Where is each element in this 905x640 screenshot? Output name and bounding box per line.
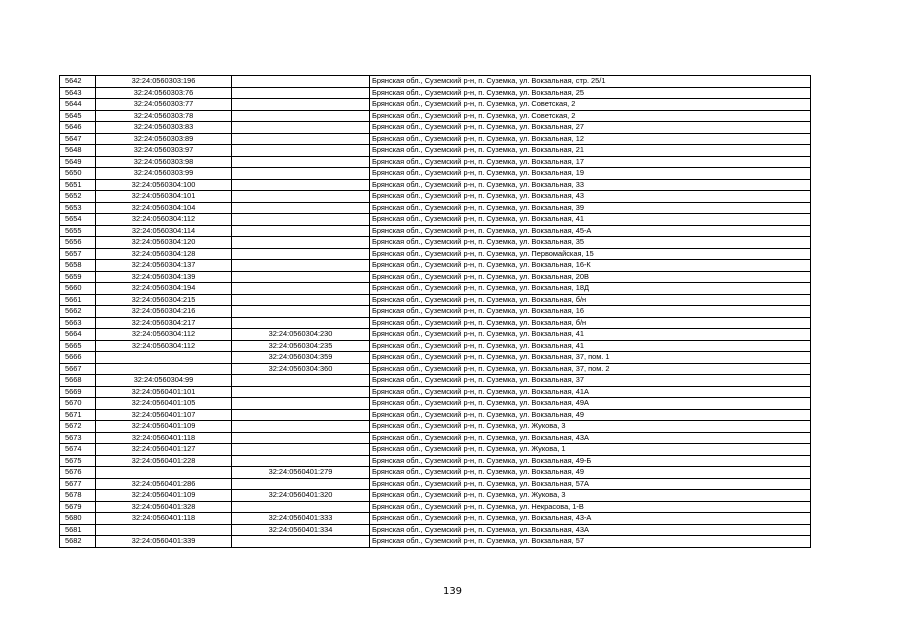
- table-row: [60, 444, 811, 456]
- cadastral-number-cell: 32:24:0560304:216: [96, 306, 232, 318]
- table-row: [60, 524, 811, 536]
- table-row: [60, 191, 811, 203]
- data-table: [59, 75, 811, 548]
- table-row: [60, 490, 811, 502]
- table-row: [60, 455, 811, 467]
- cadastral-number-cell: 32:24:0560304:99: [96, 375, 232, 387]
- row-number-cell: 5670: [60, 398, 96, 410]
- table-row: [60, 467, 811, 479]
- row-number-cell: 5647: [60, 133, 96, 145]
- related-cadastral-number-cell: [232, 317, 370, 329]
- row-number-cell: 5667: [60, 363, 96, 375]
- table-row: [60, 283, 811, 295]
- table-row: [60, 237, 811, 249]
- related-cadastral-number-cell: [232, 478, 370, 490]
- related-cadastral-number-cell: 32:24:0560401:320: [232, 490, 370, 502]
- cadastral-number-cell: [96, 524, 232, 536]
- cadastral-number-cell: 32:24:0560303:78: [96, 110, 232, 122]
- related-cadastral-number-cell: [232, 133, 370, 145]
- related-cadastral-number-cell: [232, 237, 370, 249]
- address-cell: Брянская обл., Суземский р-н, п. Суземка, ул. Жукова, 3: [370, 490, 811, 502]
- table-row: [60, 202, 811, 214]
- related-cadastral-number-cell: [232, 444, 370, 456]
- table-row: [60, 133, 811, 145]
- related-cadastral-number-cell: 32:24:0560304:359: [232, 352, 370, 364]
- related-cadastral-number-cell: 32:24:0560401:334: [232, 524, 370, 536]
- row-number-cell: 5649: [60, 156, 96, 168]
- related-cadastral-number-cell: [232, 191, 370, 203]
- address-cell: Брянская обл., Суземский р-н, п. Суземка, ул. Жукова, 3: [370, 421, 811, 433]
- table-row: [60, 248, 811, 260]
- cadastral-number-cell: 32:24:0560401:109: [96, 490, 232, 502]
- table-row: [60, 386, 811, 398]
- row-number-cell: 5678: [60, 490, 96, 502]
- row-number-cell: 5669: [60, 386, 96, 398]
- address-cell: Брянская обл., Суземский р-н, п. Суземка, ул. Вокзальная, 16-К: [370, 260, 811, 272]
- cadastral-number-cell: 32:24:0560401:286: [96, 478, 232, 490]
- related-cadastral-number-cell: [232, 432, 370, 444]
- address-cell: Брянская обл., Суземский р-н, п. Суземка, ул. Вокзальная, 49: [370, 409, 811, 421]
- related-cadastral-number-cell: [232, 398, 370, 410]
- related-cadastral-number-cell: [232, 260, 370, 272]
- address-cell: Брянская обл., Суземский р-н, п. Суземка, ул. Вокзальная, 25: [370, 87, 811, 99]
- related-cadastral-number-cell: 32:24:0560304:360: [232, 363, 370, 375]
- address-cell: Брянская обл., Суземский р-н, п. Суземка, ул. Вокзальная, 18Д: [370, 283, 811, 295]
- table-row: [60, 225, 811, 237]
- address-cell: Брянская обл., Суземский р-н, п. Суземка, ул. Вокзальная, 37, пом. 1: [370, 352, 811, 364]
- related-cadastral-number-cell: 32:24:0560304:230: [232, 329, 370, 341]
- address-cell: Брянская обл., Суземский р-н, п. Суземка, ул. Некрасова, 1-В: [370, 501, 811, 513]
- cadastral-number-cell: 32:24:0560401:118: [96, 432, 232, 444]
- table-row: [60, 398, 811, 410]
- row-number-cell: 5660: [60, 283, 96, 295]
- address-cell: Брянская обл., Суземский р-н, п. Суземка, ул. Вокзальная, 45-А: [370, 225, 811, 237]
- cadastral-number-cell: 32:24:0560303:83: [96, 122, 232, 134]
- related-cadastral-number-cell: 32:24:0560401:333: [232, 513, 370, 525]
- related-cadastral-number-cell: [232, 99, 370, 111]
- table-row: [60, 168, 811, 180]
- table-row: [60, 99, 811, 111]
- address-cell: Брянская обл., Суземский р-н, п. Суземка, ул. Вокзальная, 57А: [370, 478, 811, 490]
- address-cell: Брянская обл., Суземский р-н, п. Суземка, ул. Вокзальная, б/н: [370, 317, 811, 329]
- row-number-cell: 5659: [60, 271, 96, 283]
- table-row: [60, 214, 811, 226]
- cadastral-number-cell: 32:24:0560401:228: [96, 455, 232, 467]
- address-cell: Брянская обл., Суземский р-н, п. Суземка, ул. Вокзальная, б/н: [370, 294, 811, 306]
- related-cadastral-number-cell: [232, 202, 370, 214]
- row-number-cell: 5680: [60, 513, 96, 525]
- cadastral-number-cell: 32:24:0560303:97: [96, 145, 232, 157]
- cadastral-number-cell: 32:24:0560303:77: [96, 99, 232, 111]
- related-cadastral-number-cell: 32:24:0560401:279: [232, 467, 370, 479]
- table-row: [60, 294, 811, 306]
- address-cell: Брянская обл., Суземский р-н, п. Суземка, ул. Вокзальная, 57: [370, 536, 811, 548]
- row-number-cell: 5658: [60, 260, 96, 272]
- address-cell: Брянская обл., Суземский р-н, п. Суземка, ул. Вокзальная, 37, пом. 2: [370, 363, 811, 375]
- address-cell: Брянская обл., Суземский р-н, п. Суземка, ул. Советская, 2: [370, 99, 811, 111]
- cadastral-number-cell: 32:24:0560304:217: [96, 317, 232, 329]
- address-cell: Брянская обл., Суземский р-н, п. Суземка, ул. Вокзальная, 27: [370, 122, 811, 134]
- table-row: [60, 317, 811, 329]
- address-cell: Брянская обл., Суземский р-н, п. Суземка, ул. Вокзальная, 49: [370, 467, 811, 479]
- cadastral-number-cell: 32:24:0560401:127: [96, 444, 232, 456]
- related-cadastral-number-cell: [232, 214, 370, 226]
- table-row: [60, 87, 811, 99]
- address-cell: Брянская обл., Суземский р-н, п. Суземка, ул. Советская, 2: [370, 110, 811, 122]
- cadastral-number-cell: 32:24:0560304:101: [96, 191, 232, 203]
- address-cell: Брянская обл., Суземский р-н, п. Суземка, ул. Вокзальная, 39: [370, 202, 811, 214]
- row-number-cell: 5666: [60, 352, 96, 364]
- related-cadastral-number-cell: [232, 536, 370, 548]
- address-cell: Брянская обл., Суземский р-н, п. Суземка, ул. Вокзальная, 49А: [370, 398, 811, 410]
- related-cadastral-number-cell: [232, 375, 370, 387]
- related-cadastral-number-cell: [232, 248, 370, 260]
- table-row: [60, 271, 811, 283]
- cadastral-number-cell: 32:24:0560304:215: [96, 294, 232, 306]
- table-row: [60, 260, 811, 272]
- row-number-cell: 5662: [60, 306, 96, 318]
- address-cell: Брянская обл., Суземский р-н, п. Суземка, ул. Вокзальная, 41: [370, 329, 811, 341]
- related-cadastral-number-cell: [232, 122, 370, 134]
- table-row: [60, 501, 811, 513]
- row-number-cell: 5671: [60, 409, 96, 421]
- address-cell: Брянская обл., Суземский р-н, п. Суземка, ул. Вокзальная, 16: [370, 306, 811, 318]
- cadastral-number-cell: 32:24:0560304:128: [96, 248, 232, 260]
- address-cell: Брянская обл., Суземский р-н, п. Суземка, ул. Вокзальная, 43А: [370, 524, 811, 536]
- related-cadastral-number-cell: [232, 421, 370, 433]
- cadastral-number-cell: 32:24:0560401:107: [96, 409, 232, 421]
- cadastral-number-cell: 32:24:0560304:114: [96, 225, 232, 237]
- table-row: [60, 145, 811, 157]
- related-cadastral-number-cell: [232, 386, 370, 398]
- table-row: [60, 329, 811, 341]
- row-number-cell: 5644: [60, 99, 96, 111]
- row-number-cell: 5665: [60, 340, 96, 352]
- cadastral-number-cell: 32:24:0560303:99: [96, 168, 232, 180]
- cadastral-number-cell: [96, 352, 232, 364]
- related-cadastral-number-cell: [232, 409, 370, 421]
- address-cell: Брянская обл., Суземский р-н, п. Суземка, ул. Вокзальная, 43: [370, 191, 811, 203]
- address-cell: Брянская обл., Суземский р-н, п. Суземка, ул. Вокзальная, 35: [370, 237, 811, 249]
- address-cell: Брянская обл., Суземский р-н, п. Суземка, ул. Вокзальная, стр. 25/1: [370, 76, 811, 88]
- row-number-cell: 5661: [60, 294, 96, 306]
- related-cadastral-number-cell: [232, 179, 370, 191]
- cadastral-number-cell: 32:24:0560304:194: [96, 283, 232, 295]
- table-row: [60, 76, 811, 88]
- table-row: [60, 179, 811, 191]
- address-cell: Брянская обл., Суземский р-н, п. Суземка, ул. Первомайская, 15: [370, 248, 811, 260]
- row-number-cell: 5664: [60, 329, 96, 341]
- related-cadastral-number-cell: [232, 501, 370, 513]
- address-cell: Брянская обл., Суземский р-н, п. Суземка, ул. Вокзальная, 41: [370, 340, 811, 352]
- cadastral-number-cell: 32:24:0560401:105: [96, 398, 232, 410]
- cadastral-number-cell: 32:24:0560303:89: [96, 133, 232, 145]
- row-number-cell: 5663: [60, 317, 96, 329]
- address-cell: Брянская обл., Суземский р-н, п. Суземка, ул. Вокзальная, 41: [370, 214, 811, 226]
- table-row: [60, 513, 811, 525]
- table-row: [60, 156, 811, 168]
- address-cell: Брянская обл., Суземский р-н, п. Суземка, ул. Вокзальная, 19: [370, 168, 811, 180]
- related-cadastral-number-cell: [232, 225, 370, 237]
- address-cell: Брянская обл., Суземский р-н, п. Суземка, ул. Жукова, 1: [370, 444, 811, 456]
- row-number-cell: 5655: [60, 225, 96, 237]
- row-number-cell: 5643: [60, 87, 96, 99]
- cadastral-number-cell: 32:24:0560303:98: [96, 156, 232, 168]
- address-cell: Брянская обл., Суземский р-н, п. Суземка, ул. Вокзальная, 17: [370, 156, 811, 168]
- row-number-cell: 5648: [60, 145, 96, 157]
- cadastral-number-cell: 32:24:0560401:339: [96, 536, 232, 548]
- table-row: [60, 409, 811, 421]
- row-number-cell: 5651: [60, 179, 96, 191]
- table-row: [60, 122, 811, 134]
- row-number-cell: 5650: [60, 168, 96, 180]
- cadastral-number-cell: 32:24:0560401:118: [96, 513, 232, 525]
- cadastral-number-cell: [96, 363, 232, 375]
- row-number-cell: 5657: [60, 248, 96, 260]
- cadastral-number-cell: 32:24:0560304:112: [96, 340, 232, 352]
- cadastral-number-cell: 32:24:0560304:137: [96, 260, 232, 272]
- table-row: [60, 432, 811, 444]
- cadastral-number-cell: 32:24:0560303:196: [96, 76, 232, 88]
- row-number-cell: 5642: [60, 76, 96, 88]
- related-cadastral-number-cell: [232, 110, 370, 122]
- row-number-cell: 5679: [60, 501, 96, 513]
- related-cadastral-number-cell: [232, 156, 370, 168]
- related-cadastral-number-cell: [232, 87, 370, 99]
- related-cadastral-number-cell: [232, 283, 370, 295]
- related-cadastral-number-cell: [232, 145, 370, 157]
- table-row: [60, 110, 811, 122]
- address-cell: Брянская обл., Суземский р-н, п. Суземка, ул. Вокзальная, 20В: [370, 271, 811, 283]
- row-number-cell: 5674: [60, 444, 96, 456]
- address-cell: Брянская обл., Суземский р-н, п. Суземка, ул. Вокзальная, 37: [370, 375, 811, 387]
- related-cadastral-number-cell: [232, 168, 370, 180]
- row-number-cell: 5682: [60, 536, 96, 548]
- table-row: [60, 306, 811, 318]
- cadastral-number-cell: 32:24:0560304:100: [96, 179, 232, 191]
- cadastral-number-cell: 32:24:0560304:120: [96, 237, 232, 249]
- related-cadastral-number-cell: [232, 306, 370, 318]
- address-cell: Брянская обл., Суземский р-н, п. Суземка, ул. Вокзальная, 21: [370, 145, 811, 157]
- cadastral-number-cell: 32:24:0560304:104: [96, 202, 232, 214]
- related-cadastral-number-cell: [232, 76, 370, 88]
- related-cadastral-number-cell: [232, 294, 370, 306]
- cadastral-number-cell: 32:24:0560401:109: [96, 421, 232, 433]
- row-number-cell: 5675: [60, 455, 96, 467]
- row-number-cell: 5672: [60, 421, 96, 433]
- address-cell: Брянская обл., Суземский р-н, п. Суземка, ул. Вокзальная, 43-А: [370, 513, 811, 525]
- table-row: [60, 536, 811, 548]
- cadastral-number-cell: 32:24:0560304:112: [96, 214, 232, 226]
- page-number: 139: [442, 586, 463, 597]
- address-cell: Брянская обл., Суземский р-н, п. Суземка, ул. Вокзальная, 49-Б: [370, 455, 811, 467]
- cadastral-number-cell: 32:24:0560401:101: [96, 386, 232, 398]
- table-row: [60, 375, 811, 387]
- table-row: [60, 421, 811, 433]
- table-body: [60, 76, 811, 548]
- row-number-cell: 5673: [60, 432, 96, 444]
- row-number-cell: 5654: [60, 214, 96, 226]
- row-number-cell: 5676: [60, 467, 96, 479]
- row-number-cell: 5645: [60, 110, 96, 122]
- row-number-cell: 5668: [60, 375, 96, 387]
- cadastral-number-cell: 32:24:0560304:139: [96, 271, 232, 283]
- table-row: [60, 363, 811, 375]
- cadastral-number-cell: 32:24:0560401:328: [96, 501, 232, 513]
- table-row: [60, 478, 811, 490]
- row-number-cell: 5677: [60, 478, 96, 490]
- cadastral-number-cell: 32:24:0560304:112: [96, 329, 232, 341]
- row-number-cell: 5652: [60, 191, 96, 203]
- address-cell: Брянская обл., Суземский р-н, п. Суземка, ул. Вокзальная, 43А: [370, 432, 811, 444]
- row-number-cell: 5656: [60, 237, 96, 249]
- row-number-cell: 5646: [60, 122, 96, 134]
- table-row: [60, 340, 811, 352]
- row-number-cell: 5653: [60, 202, 96, 214]
- address-cell: Брянская обл., Суземский р-н, п. Суземка, ул. Вокзальная, 41А: [370, 386, 811, 398]
- cadastral-number-cell: 32:24:0560303:76: [96, 87, 232, 99]
- row-number-cell: 5681: [60, 524, 96, 536]
- table-row: [60, 352, 811, 364]
- address-cell: Брянская обл., Суземский р-н, п. Суземка, ул. Вокзальная, 33: [370, 179, 811, 191]
- related-cadastral-number-cell: [232, 455, 370, 467]
- address-cell: Брянская обл., Суземский р-н, п. Суземка, ул. Вокзальная, 12: [370, 133, 811, 145]
- cadastral-number-cell: [96, 467, 232, 479]
- related-cadastral-number-cell: [232, 271, 370, 283]
- related-cadastral-number-cell: 32:24:0560304:235: [232, 340, 370, 352]
